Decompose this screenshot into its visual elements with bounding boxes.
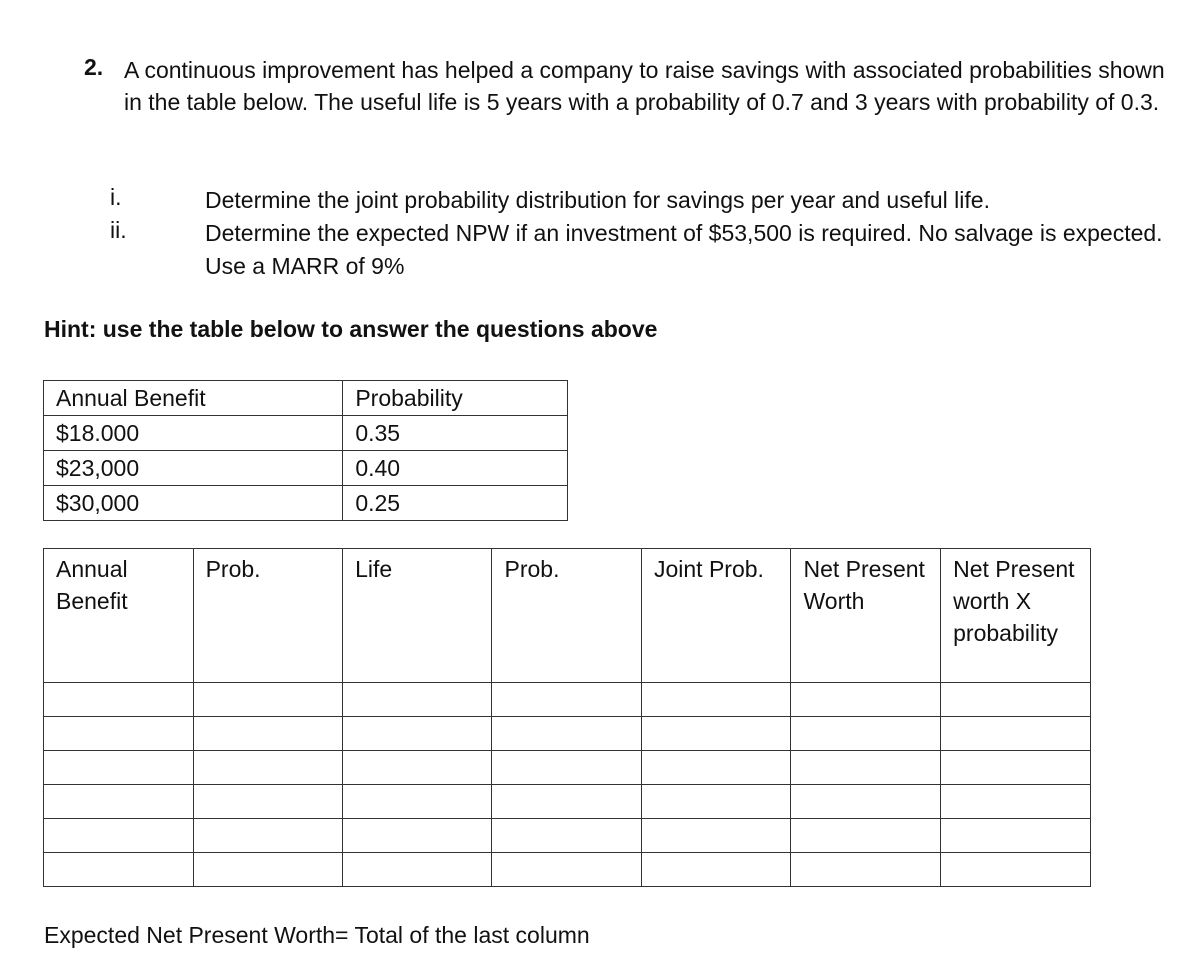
- joint-probability-table: [43, 548, 1091, 887]
- subquestion-marker-i: i.: [110, 184, 122, 210]
- empty-cell: [941, 819, 1091, 853]
- table-header-row: [44, 381, 568, 416]
- empty-cell: [641, 853, 791, 887]
- empty-cell: [791, 853, 941, 887]
- table-row: [44, 819, 1091, 853]
- empty-cell: [941, 785, 1091, 819]
- empty-cell: [44, 819, 194, 853]
- empty-cell: [641, 785, 791, 819]
- question-number: 2.: [84, 54, 104, 80]
- empty-cell: [343, 819, 492, 853]
- empty-cell: [492, 717, 642, 751]
- table-header-row: [44, 549, 1091, 683]
- table-row: [44, 416, 568, 451]
- header-prob: Prob.: [193, 549, 343, 683]
- empty-cell: [193, 853, 343, 887]
- subquestion-marker-ii: ii.: [110, 217, 127, 243]
- empty-cell: [193, 819, 343, 853]
- header-joint-prob: Joint Prob.: [641, 549, 791, 683]
- empty-cell: [193, 785, 343, 819]
- footer-note: Expected Net Present Worth= Total of the last column: [44, 922, 590, 948]
- empty-cell: [492, 751, 642, 785]
- benefit-probability-table: [43, 380, 568, 521]
- empty-cell: [193, 717, 343, 751]
- header-prob: Prob.: [492, 549, 642, 683]
- header-annual-benefit: Annual Benefit: [44, 381, 343, 416]
- probability-cell: 0.35: [343, 416, 568, 451]
- subquestion-text-ii: Determine the expected NPW if an investment of $53,500 is required. No salvage is expected. Use a MARR of 9%: [205, 220, 1163, 279]
- empty-cell: [791, 683, 941, 717]
- subquestion-text-i: Determine the joint probability distribution for savings per year and useful life.: [205, 187, 990, 213]
- empty-cell: [791, 785, 941, 819]
- empty-cell: [791, 751, 941, 785]
- table-row: [44, 853, 1091, 887]
- empty-cell: [492, 853, 642, 887]
- empty-cell: [44, 853, 194, 887]
- empty-cell: [641, 751, 791, 785]
- probability-cell: 0.25: [343, 486, 568, 521]
- hint-text: Hint: use the table below to answer the questions above: [44, 316, 658, 342]
- header-life: Life: [343, 549, 492, 683]
- empty-cell: [44, 785, 194, 819]
- header-npw-x-probability: Net Present worth X probability: [941, 549, 1091, 683]
- empty-cell: [791, 717, 941, 751]
- empty-cell: [791, 819, 941, 853]
- empty-cell: [492, 683, 642, 717]
- empty-cell: [44, 751, 194, 785]
- empty-cell: [343, 853, 492, 887]
- empty-cell: [941, 683, 1091, 717]
- empty-cell: [641, 717, 791, 751]
- empty-cell: [44, 717, 194, 751]
- header-probability: Probability: [343, 381, 568, 416]
- empty-cell: [193, 751, 343, 785]
- empty-cell: [641, 683, 791, 717]
- table-row: [44, 683, 1091, 717]
- empty-cell: [44, 683, 194, 717]
- probability-cell: 0.40: [343, 451, 568, 486]
- table-row: [44, 785, 1091, 819]
- header-annual-benefit: Annual Benefit: [44, 549, 194, 683]
- annual-benefit-cell: $18.000: [44, 416, 343, 451]
- empty-cell: [492, 785, 642, 819]
- empty-cell: [941, 853, 1091, 887]
- empty-cell: [343, 785, 492, 819]
- empty-cell: [941, 751, 1091, 785]
- empty-cell: [343, 683, 492, 717]
- table-row: [44, 751, 1091, 785]
- empty-cell: [343, 717, 492, 751]
- table-row: [44, 717, 1091, 751]
- empty-cell: [492, 819, 642, 853]
- header-net-present-worth: Net Present Worth: [791, 549, 941, 683]
- empty-cell: [343, 751, 492, 785]
- table-row: [44, 451, 568, 486]
- annual-benefit-cell: $23,000: [44, 451, 343, 486]
- empty-cell: [193, 683, 343, 717]
- empty-cell: [941, 717, 1091, 751]
- question-text: A continuous improvement has helped a company to raise savings with associated probabilities shown in the table below. The useful life is 5 years with a probability of 0.7 and 3 years with probability of 0.3.: [124, 57, 1165, 115]
- empty-cell: [641, 819, 791, 853]
- table-row: [44, 486, 568, 521]
- annual-benefit-cell: $30,000: [44, 486, 343, 521]
